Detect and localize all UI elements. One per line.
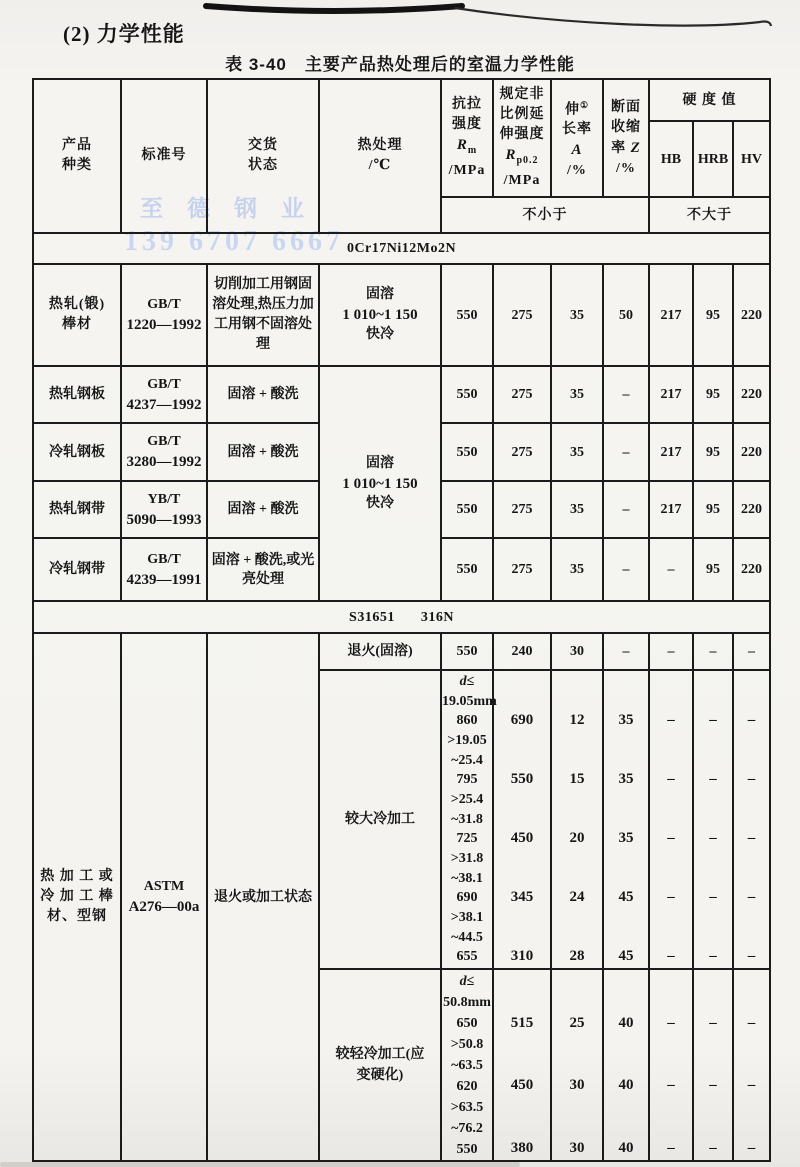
cell-hrb-stack: – – – — [693, 969, 733, 1161]
cell-rm-by-diameter: d≤ 19.05mm 860 >19.05 ~25.4 795 >25.4 ~31.8 725 >31.8 ~38.1 690 >38.1 ~44.5 655 — [441, 670, 493, 969]
col-header-hrb: HRB — [693, 121, 733, 197]
cell-hv-stack: – – – — [733, 969, 770, 1161]
value-elongation: 35 — [551, 366, 603, 423]
cell-product: 热轧(锻) 棒材 — [33, 264, 121, 366]
value-rm: 550 — [441, 366, 493, 423]
table-row — [33, 264, 770, 366]
value-z: – — [603, 538, 649, 601]
value-z: 50 — [603, 264, 649, 366]
cell-standard-merged: ASTM A276—00a — [121, 633, 207, 1161]
value-hb: – — [649, 633, 693, 670]
col-header-hv: HV — [733, 121, 770, 197]
value-hb: 217 — [649, 366, 693, 423]
cell-elongation-stack: 25 30 30 — [551, 969, 603, 1161]
cell-standard: GB/T 1220—1992 — [121, 264, 207, 366]
cell-standard: GB/T 3280—1992 — [121, 423, 207, 481]
value-hb: 217 — [649, 264, 693, 366]
value-rp02: 275 — [493, 264, 551, 366]
table-row — [33, 633, 770, 670]
cell-hrb-stack: – – – – – — [693, 670, 733, 969]
value-hb: – — [649, 538, 693, 601]
value-hv: – — [733, 633, 770, 670]
properties-table-wrapper — [32, 78, 771, 1162]
value-rm: 550 — [441, 633, 493, 670]
cell-hb-stack: – – – – – — [649, 670, 693, 969]
value-rp02: 240 — [493, 633, 551, 670]
cell-heat-treatment: 较大冷加工 — [319, 670, 441, 969]
cell-rm-by-diameter: d≤ 50.8mm 650 >50.8 ~63.5 620 >63.5 ~76.2 550 — [441, 969, 493, 1161]
cell-z-stack: 35 35 35 45 45 — [603, 670, 649, 969]
value-rp02: 275 — [493, 538, 551, 601]
cell-standard: GB/T 4239—1991 — [121, 538, 207, 601]
cell-heat-treatment: 退火(固溶) — [319, 633, 441, 670]
cell-heat-treatment: 较轻冷加工(应 变硬化) — [319, 969, 441, 1161]
value-elongation: 35 — [551, 538, 603, 601]
cell-delivery: 固溶 + 酸洗,或光亮处理 — [207, 538, 319, 601]
cell-product: 冷轧钢板 — [33, 423, 121, 481]
value-hrb: – — [693, 633, 733, 670]
value-hv: 220 — [733, 423, 770, 481]
value-hv: 220 — [733, 538, 770, 601]
cell-rp02-stack: 515 450 380 — [493, 969, 551, 1161]
value-elongation: 35 — [551, 423, 603, 481]
value-hb: 217 — [649, 481, 693, 538]
grade-band-s31651: S31651 316N — [33, 601, 770, 633]
value-hrb: 95 — [693, 264, 733, 366]
col-header-tensile-strength: 抗拉 强度 $R_m$ /MPa — [441, 79, 493, 197]
cell-heat-treatment: 固溶 1 010~1 150 快冷 — [319, 264, 441, 366]
value-hv: 220 — [733, 264, 770, 366]
col-header-hardness: 硬 度 值 — [649, 79, 770, 121]
col-header-elongation: 伸① 长率 A /% — [551, 79, 603, 197]
value-hrb: 95 — [693, 423, 733, 481]
limit-not-greater-than: 不大于 — [649, 197, 770, 233]
watermark-company: 至德钢业 — [140, 196, 328, 221]
limit-not-less-than: 不小于 — [441, 197, 649, 233]
cell-delivery: 切削加工用钢固溶处理,热压力加工用钢不固溶处理 — [207, 264, 319, 366]
grade-band-0cr17ni12mo2n: 0Cr17Ni12Mo2N — [33, 233, 770, 264]
cell-delivery-merged: 退火或加工状态 — [207, 633, 319, 1161]
footnote-mark: ① — [579, 99, 590, 110]
value-hrb: 95 — [693, 481, 733, 538]
watermark-phone: 139 6707 6667 — [124, 226, 344, 257]
cell-rp02-stack: 690 550 450 345 310 — [493, 670, 551, 969]
value-elongation: 30 — [551, 633, 603, 670]
value-rm: 550 — [441, 481, 493, 538]
value-rp02: 275 — [493, 366, 551, 423]
value-z: – — [603, 366, 649, 423]
col-header-proof-strength: 规定非 比例延 伸强度 $R_{p0.2}$ /MPa — [493, 79, 551, 197]
cell-delivery: 固溶 + 酸洗 — [207, 366, 319, 423]
cell-product: 冷轧钢带 — [33, 538, 121, 601]
value-hv: 220 — [733, 366, 770, 423]
cell-heat-treatment-merged: 固溶 1 010~1 150 快冷 — [319, 366, 441, 601]
col-header-standard: 标准号 — [121, 79, 207, 233]
table-title: 主要产品热处理后的室温力学性能 — [304, 55, 575, 74]
table-row — [33, 366, 770, 423]
scan-bottom-shadow — [0, 1162, 520, 1167]
cell-delivery: 固溶 + 酸洗 — [207, 423, 319, 481]
value-hv: 220 — [733, 481, 770, 538]
col-header-delivery: 交货 状态 — [207, 79, 319, 233]
cell-hb-stack: – – – — [649, 969, 693, 1161]
cell-product-merged: 热 加 工 或 冷 加 工 棒 材、型钢 — [33, 633, 121, 1161]
value-rm: 550 — [441, 264, 493, 366]
value-rm: 550 — [441, 538, 493, 601]
cell-standard: YB/T 5090—1993 — [121, 481, 207, 538]
cell-standard: GB/T 4237—1992 — [121, 366, 207, 423]
col-header-reduction-of-area: 断面 收缩 率 Z /% — [603, 79, 649, 197]
cell-z-stack: 40 40 40 — [603, 969, 649, 1161]
cell-elongation-stack: 12 15 20 24 28 — [551, 670, 603, 969]
col-header-hb: HB — [649, 121, 693, 197]
value-hrb: 95 — [693, 538, 733, 601]
cell-product: 热轧钢板 — [33, 366, 121, 423]
mechanical-properties-table — [32, 78, 771, 1162]
value-elongation: 35 — [551, 481, 603, 538]
value-z: – — [603, 481, 649, 538]
value-rp02: 275 — [493, 423, 551, 481]
value-rp02: 275 — [493, 481, 551, 538]
col-header-heat-treatment: 热处理 /℃ — [319, 79, 441, 233]
cell-delivery: 固溶 + 酸洗 — [207, 481, 319, 538]
table-number: 表 3-40 — [225, 55, 287, 74]
cell-product: 热轧钢带 — [33, 481, 121, 538]
value-z: – — [603, 423, 649, 481]
value-z: – — [603, 633, 649, 670]
cell-hv-stack: – – – – – — [733, 670, 770, 969]
value-rm: 550 — [441, 423, 493, 481]
value-elongation: 35 — [551, 264, 603, 366]
value-hrb: 95 — [693, 366, 733, 423]
value-hb: 217 — [649, 423, 693, 481]
col-header-product: 产品 种类 — [33, 79, 121, 233]
section-label: (2) 力学性能 — [63, 22, 185, 46]
table-caption — [0, 50, 800, 75]
